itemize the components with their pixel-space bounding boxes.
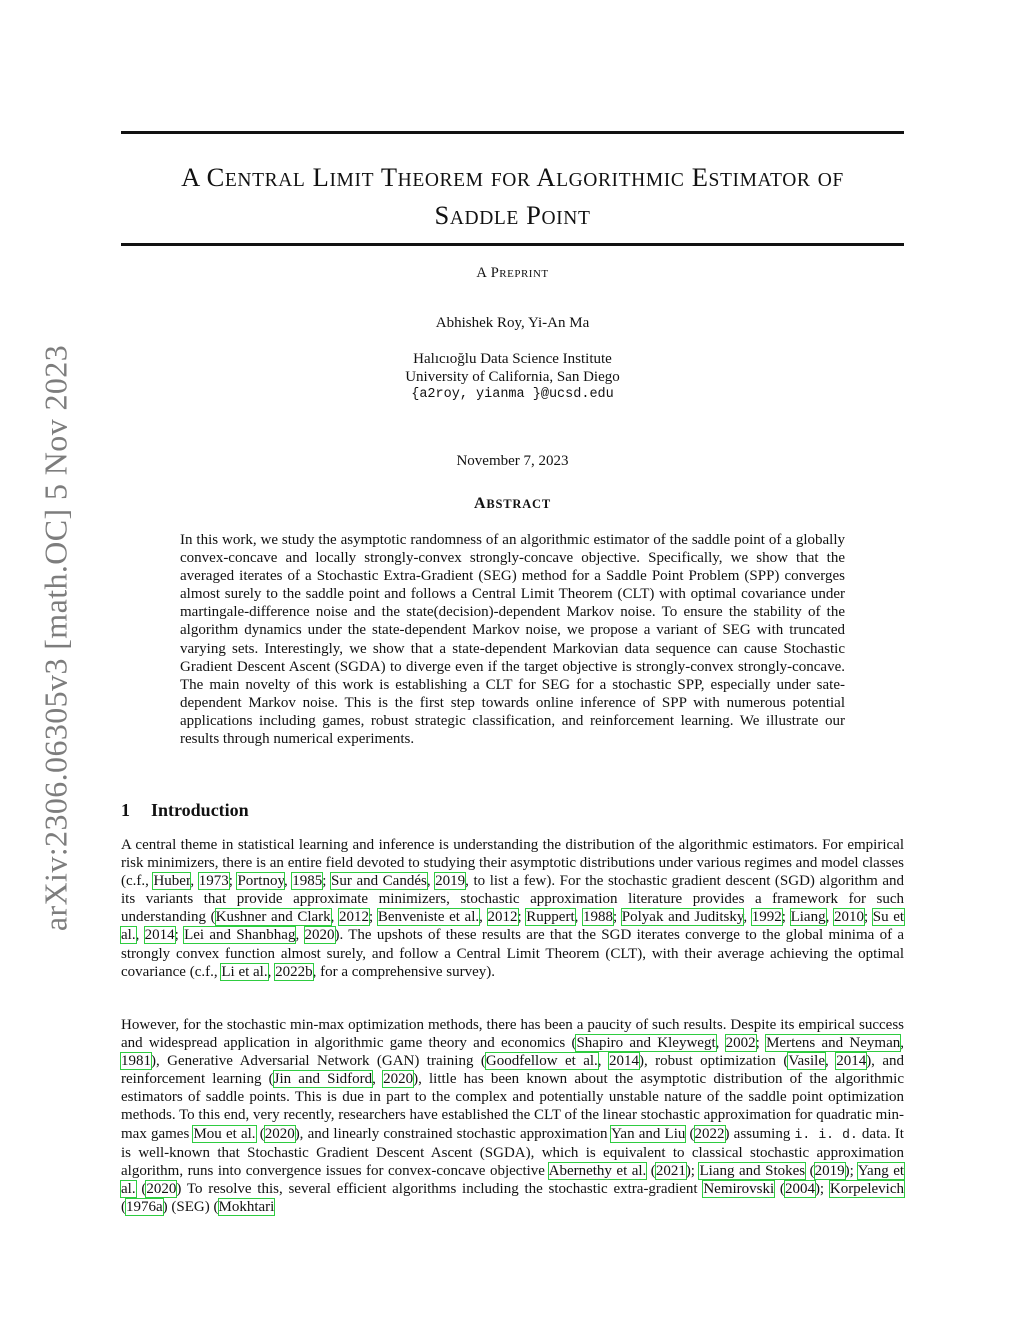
citation-link[interactable]: Ruppert	[526, 909, 575, 926]
citation-link[interactable]: 2020	[146, 1180, 177, 1197]
citation-link[interactable]: Nemirovski	[703, 1180, 775, 1197]
citation-link[interactable]: 2022	[694, 1125, 725, 1142]
citation-link[interactable]: 1992	[751, 909, 782, 926]
iid-term: i. i. d.	[794, 1126, 858, 1142]
publication-date: November 7, 2023	[456, 453, 569, 469]
author-email: {a2roy, yianma }@ucsd.edu	[411, 387, 614, 402]
citation-link[interactable]: 2004	[784, 1180, 815, 1197]
citation-link[interactable]: Abernethy et al.	[548, 1162, 647, 1179]
citation-link[interactable]: Sur and Candés	[331, 873, 427, 890]
citation-link[interactable]: 2020	[383, 1071, 414, 1088]
citation-link[interactable]: Huber	[153, 873, 191, 890]
title-rule-top	[121, 131, 904, 134]
citation-link[interactable]: Liang	[790, 909, 826, 926]
citation-link[interactable]: Yan and Liu	[611, 1125, 686, 1142]
citation-link[interactable]: 1976a	[126, 1198, 163, 1215]
arxiv-identifier: arXiv:2306.06305v3 [math.OC] 5 Nov 2023	[37, 344, 74, 932]
citation-link[interactable]: Goodfellow et al.	[485, 1053, 598, 1070]
citation-link[interactable]: Portnoy	[237, 873, 284, 890]
institute-name: Halıcıoğlu Data Science Institute	[413, 351, 612, 367]
citation-link[interactable]: 2010	[833, 909, 864, 926]
university-name: University of California, San Diego	[405, 369, 620, 385]
affiliation	[121, 350, 904, 404]
citation-link[interactable]: Su et al.	[121, 909, 905, 944]
preprint-label: A PREPRINT	[476, 265, 549, 281]
citation-link[interactable]: 2012	[339, 909, 370, 926]
citation-link[interactable]: 2019	[435, 873, 466, 890]
abstract-text: In this work, we study the asymptotic randomness of an algorithmic estimator of the saddle point of a globally convex-concave and locally strongly-convex strongly-concave objective. Specifically, we show that the averaged iterates of a Stochastic Extra-Gradient (SEG) method for a Saddle Point Problem (SPP) converges almost surely to the saddle point and follows a Central Limit Theorem (CLT) with optimal covariance under martingale-difference noise and the state(decision)-dependent Markov noise. To ensure the stability of the algorithm dynamics under the state-dependent Markov noise, we propose a variant of SEG with truncated varying sets. Interestingly, we show that a state-dependent Markovian data sequence can cause Stochastic Gradient Descent Ascent (SGDA) to diverge even if the target objective is strongly-convex strongly-concave. The main novelty of this work is establishing a CLT for SEG for a stochastic SPP, especially under sate-dependent Markov noise. This is the first step towards online inference of SPP with numerous potential applications including games, robust strategic classification, and reinforcement learning. We illustrate our results through numerical experiments.	[180, 532, 845, 748]
citation-link[interactable]: 2014	[608, 1053, 639, 1070]
citation-link[interactable]: Yang et al.	[121, 1162, 905, 1197]
title-rule-bottom	[121, 243, 904, 246]
citation-link[interactable]: Jin and Sidford	[273, 1071, 373, 1088]
section-title: Introduction	[151, 800, 249, 820]
citation-link[interactable]: Vasile	[788, 1053, 825, 1070]
citation-link[interactable]: Korpelevich	[829, 1180, 904, 1197]
section-number: 1	[121, 800, 130, 820]
citation-link[interactable]: 2002	[725, 1035, 756, 1052]
citation-link[interactable]: Shapiro and Kleywegt	[576, 1035, 716, 1052]
citation-link[interactable]: 2014	[144, 927, 175, 944]
citation-link[interactable]: Polyak and Juditsky	[621, 909, 744, 926]
citation-link[interactable]: 1988	[583, 909, 613, 926]
citation-link[interactable]: Benveniste et al.	[377, 909, 480, 926]
citation-link[interactable]: 2019	[814, 1162, 845, 1179]
citation-link[interactable]: Kushner and Clark	[215, 909, 331, 926]
citation-link[interactable]: 2022b	[275, 963, 313, 980]
section-heading	[121, 800, 249, 821]
paper-title: A CENTRAL LIMIT THEOREM FOR ALGORITHMIC ESTIMATOR OF SADDLE POINT	[181, 162, 844, 230]
author-list: Abhishek Roy, Yi-An Ma	[435, 315, 590, 331]
citation-link[interactable]: 1981	[121, 1053, 151, 1070]
citation-link[interactable]: Li et al.	[221, 963, 268, 980]
intro-paragraph-2: However, for the stochastic min-max optimization methods, there has been a paucity of such results. Despite its empirical success and widespread application in algorithmic game theory and economics (Shapiro and Kleywegt, 2002; Mertens and Neyman, 1981), Generative Adversarial Network (GAN) training (Goodfellow et al., 2014), robust optimization (Vasile, 2014), and reinforcement learning (Jin and Sidford, 2020), little has been known about the asymptotic distribution of the algorithmic estimators of saddle points. This is due in part to the complex and potentially unstable nature of the saddle point optimization methods. To this end, very recently, researchers have established the CLT of the linear stochastic approximation for quadratic min-max games Mou et al. (2020), and linearly constrained stochastic approximation Yan and Liu (2022) assuming i. i. d. data. It is well-known that Stochastic Gradient Descent Ascent (SGDA), which is equivalent to classical stochastic approximation algorithm, runs into convergence issues for convex-concave objective Abernethy et al. (2021); Liang and Stokes (2019); Yang et al. (2020) To resolve this, several efficient algorithms including the stochastic extra-gradient Nemirovski (2004); Korpelevich (1976a) (SEG) (Mokhtari	[121, 1017, 905, 1215]
citation-link[interactable]: Mou et al.	[193, 1125, 256, 1142]
citation-link[interactable]: 2021	[655, 1162, 686, 1179]
citation-link[interactable]: 2020	[304, 927, 335, 944]
citation-link[interactable]: 2020	[264, 1125, 295, 1142]
citation-link[interactable]: 1973	[198, 873, 229, 890]
citation-link[interactable]: 1985	[292, 873, 323, 890]
intro-paragraph-1: A central theme in statistical learning and inference is understanding the distribution of the algorithmic estimators. For empirical risk minimizers, there is an entire field devoted to studying their asymptotic distributions under various regimes and model classes (c.f., Huber, 1973; Portnoy, 1985; Sur and Candés, 2019, to list a few). For the stochastic gradient descent (SGD) algorithm and its variants that provide approximate minimizers, stochastic approximation literature provides a framework for such understanding (Kushner and Clark, 2012; Benveniste et al., 2012; Ruppert, 1988; Polyak and Juditsky, 1992; Liang, 2010; Su et al., 2014; Lei and Shanbhag, 2020). The upshots of these results are that the SGD iterates converge to the global minima of a strongly convex function almost surely, and follow a Central Limit Theorem (CLT), with their average achieving the optimal covariance (c.f., Li et al., 2022b, for a comprehensive survey).	[121, 837, 905, 980]
citation-link[interactable]: 2012	[487, 909, 518, 926]
citation-link[interactable]: Mertens and Neyman	[766, 1035, 901, 1052]
citation-link[interactable]: Mokhtari	[218, 1198, 275, 1215]
citation-link[interactable]: 2014	[836, 1053, 867, 1070]
abstract-heading: ABSTRACT	[473, 495, 551, 512]
citation-link[interactable]: Lei and Shanbhag	[184, 927, 296, 944]
citation-link[interactable]: Liang and Stokes	[699, 1162, 806, 1179]
